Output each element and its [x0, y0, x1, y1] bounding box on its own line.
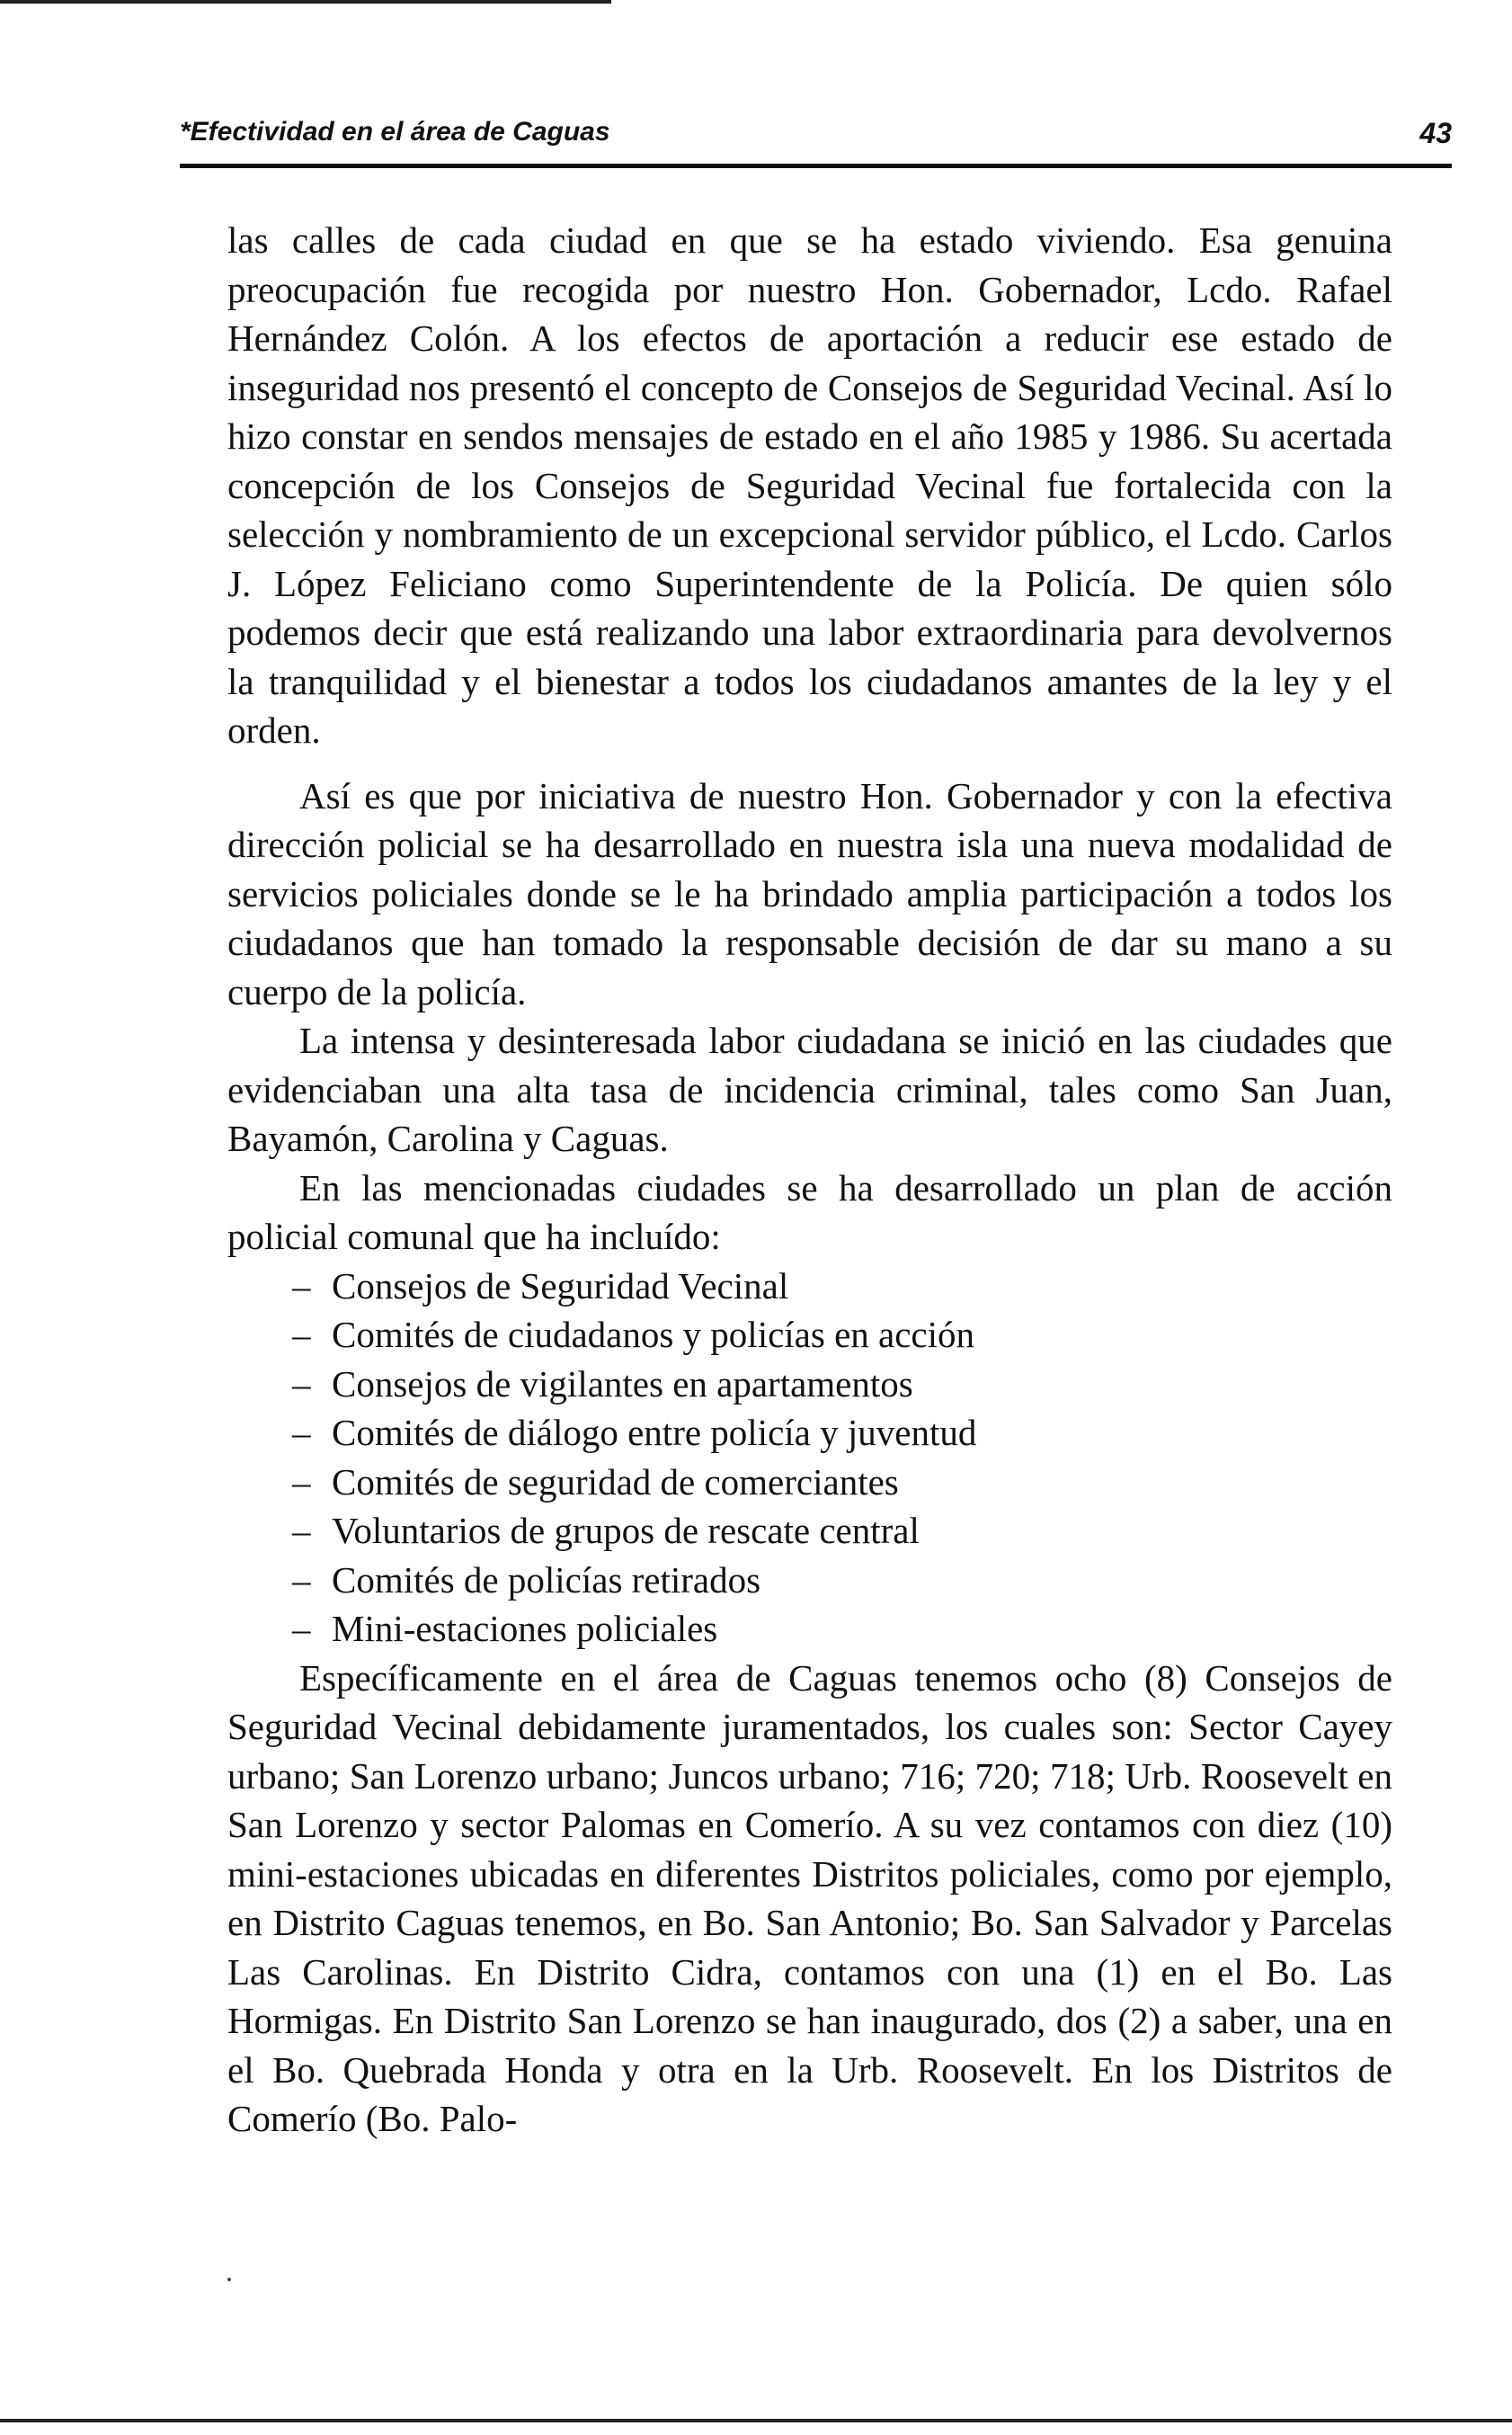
action-plan-list [227, 1262, 1392, 1654]
running-title: *Efectividad en el área de Caguas [180, 117, 610, 147]
scan-speck [227, 2278, 231, 2281]
paragraph-3: La intensa y desinteresada labor ciudadana se inició en las ciudades que evidenciaban una alta tasa de incidencia criminal, tales como San Juan, Bayamón, Carolina y Caguas. [227, 1020, 1392, 1159]
list-item-text: Comités de seguridad de comerciantes [332, 1460, 899, 1503]
list-item [292, 1310, 1392, 1360]
list-item-text: Comités de ciudadanos y policías en acción [332, 1314, 975, 1355]
list-item-text: Comités de policías retirados [332, 1558, 761, 1601]
body-text [227, 216, 1392, 2144]
list-item-text: Consejos de vigilantes en apartamentos [332, 1362, 913, 1405]
list-item [292, 1408, 1392, 1458]
list-dash: – [292, 1460, 311, 1503]
list-item [292, 1262, 1392, 1311]
list-dash: – [292, 1608, 311, 1649]
list-item [292, 1556, 1392, 1605]
list-item-text: Comités de diálogo entre policía y juventud [332, 1412, 977, 1453]
page-number: 43 [1419, 117, 1452, 149]
paragraph-2: Así es que por iniciativa de nuestro Hon. Gobernador y con la efectiva dirección policial se ha desarrollado en nuestra isla una nueva modalidad de servicios policiales donde se le ha brindado amplia participación a todos los ciudadanos que han tomado la responsable decisión de dar su mano a su cuerpo de la policía. [227, 774, 1392, 1012]
list-item-text: Mini-estaciones policiales [332, 1608, 718, 1649]
list-item [292, 1506, 1392, 1556]
page-header [180, 117, 1452, 162]
list-item-text: Voluntarios de grupos de rescate central [332, 1510, 920, 1551]
list-dash: – [292, 1362, 311, 1405]
paragraph-1: las calles de cada ciudad en que se ha estado viviendo. Esa genuina preocupación fue recogida por nuestro Hon. Gobernador, Lcdo. Rafael Hernández Colón. A los efectos de aportación a reducir ese estado de inseguridad nos presentó el concepto de Consejos de Seguridad Vecinal. Así lo hizo constar en sendos mensajes de estado en el año 1985 y 1986. Su acertada concepción de los Consejos de Seguridad Vecinal fue fortalecida con la selección y nombramiento de un excepcional servidor público, el Lcdo. Carlos J. López Feliciano como Superintendente de la Policía. De quien sólo podemos decir que está realizando una labor extraordinaria para devolvernos la tranquilidad y el bienestar a todos los ciudadanos amantes de la ley y el orden. [227, 219, 1392, 751]
list-item [292, 1604, 1392, 1654]
list-dash: – [292, 1510, 311, 1551]
list-item-text: Consejos de Seguridad Vecinal [332, 1264, 789, 1307]
paragraph-5: Específicamente en el área de Caguas tenemos ocho (8) Consejos de Seguridad Vecinal debidamente juramentados, los cuales son: Sector Cayey urbano; San Lorenzo urbano; Juncos urbano; 716; 720; 718; Urb. Roosevelt en San Lorenzo y sector Palomas en Comerío. A su vez contamos con diez (10) mini-estaciones ubicadas en diferentes Distritos policiales, como por ejemplo, en Distrito Caguas tenemos, en Bo. San Antonio; Bo. San Salvador y Parcelas Las Carolinas. En Distrito Cidra, contamos con una (1) en el Bo. Las Hormigas. En Distrito San Lorenzo se han inaugurado, dos (2) a saber, una en el Bo. Quebrada Honda y otra en la Urb. Roosevelt. En los Distritos de Comerío (Bo. Palo- [227, 1656, 1392, 2139]
list-item [292, 1458, 1392, 1507]
list-item [292, 1360, 1392, 1409]
list-dash: – [292, 1412, 311, 1453]
scan-top-edge [0, 0, 611, 4]
header-rule [180, 164, 1452, 168]
paragraph-4: En las mencionadas ciudades se ha desarrollado un plan de acción policial comunal que ha incluído: [227, 1166, 1392, 1257]
list-dash: – [292, 1558, 311, 1601]
list-dash: – [292, 1264, 311, 1307]
scan-bottom-edge [0, 2419, 1512, 2422]
list-dash: – [292, 1314, 311, 1355]
